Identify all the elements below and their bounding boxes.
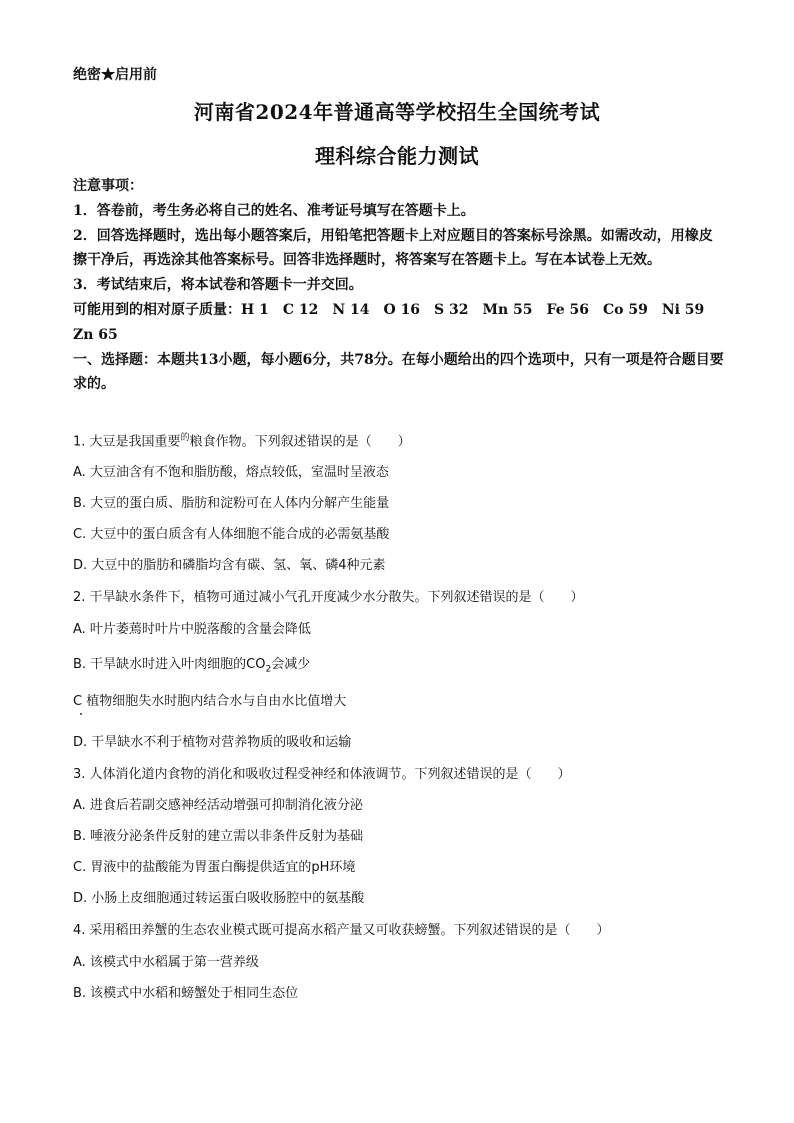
question-3-option-c: C. 胃液中的盐酸能为胃蛋白酶提供适宜的pH环境	[73, 860, 356, 875]
question-3-option-d: D. 小肠上皮细胞通过转运蛋白吸收肠腔中的氨基酸	[73, 891, 365, 906]
print-artifact-dot	[80, 713, 82, 715]
question-1-option-a: A. 大豆油含有不饱和脂肪酸，熔点较低，室温时呈液态	[73, 465, 389, 480]
exam-notes	[73, 174, 725, 397]
question-2-option-b: B. 干旱缺水时进入叶肉细胞的$CO_2$会减少	[73, 657, 311, 675]
question-4-option-a: A. 该模式中水稻属于第一营养级	[73, 955, 259, 970]
question-3-option-a: A. 进食后若副交感神经活动增强可抑制消化液分泌	[73, 798, 363, 813]
question-2-option-d: D. 干旱缺水不利于植物对营养物质的吸收和运输	[73, 735, 352, 750]
question-4-stem: 4. 采用稻田养蟹的生态农业模式既可提高水稻产量又可收获螃蟹。下列叙述错误的是（ ）	[73, 923, 610, 938]
section-instructions: 一、选择题：本题共13小题，每小题6分，共78分。在每小题给出的四个选项中，只有一项是符合题目要求的。	[73, 351, 724, 393]
question-2-option-a: A. 叶片萎蔫时叶片中脱落酸的含量会降低	[73, 622, 311, 637]
question-2-option-c: C 植物细胞失水时胞内结合水与自由水比值增大	[73, 694, 347, 709]
secret-label: 绝密★启用前	[73, 67, 157, 83]
question-1-stem: 1. 大豆是我国重要$^的$粮食作物。下列叙述错误的是（ ）	[73, 433, 411, 450]
question-4-option-b: B. 该模式中水稻和螃蟹处于相同生态位	[73, 986, 299, 1001]
exam-title: 河南省2024年普通高等学校招生全国统考试	[193, 100, 601, 124]
question-1-option-b: B. 大豆的蛋白质、脂肪和淀粉可在人体内分解产生能量	[73, 496, 390, 511]
question-2-stem: 2. 干旱缺水条件下，植物可通过减小气孔开度减少水分散失。下列叙述错误的是（ ）	[73, 590, 584, 605]
atomic-mass-line: 可能用到的相对原子质量：H 1 C 12 N 14 O 16 S 32 Mn 55 Fe 56 Co 59 Ni 59 Zn 65	[73, 301, 719, 343]
note-item-2: 2．回答选择题时，选出每小题答案后，用铅笔把答题卡上对应题目的答案标号涂黑。如需改动，用橡皮擦干净后，再选涂其他答案标号。回答非选择题时，将答案写在答题卡上。写在本试卷上无效。	[73, 227, 713, 269]
exam-subtitle: 理科综合能力测试	[315, 144, 479, 168]
question-3-option-b: B. 唾液分泌条件反射的建立需以非条件反射为基础	[73, 829, 364, 844]
note-item-1: 1．答卷前，考生务必将自己的姓名、准考证号填写在答题卡上。	[73, 202, 475, 219]
question-1-option-d: D. 大豆中的脂肪和磷脂均含有碳、氢、氧、磷4种元素	[73, 558, 386, 573]
note-item-3: 3．考试结束后，将本试卷和答题卡一并交回。	[73, 277, 363, 294]
question-3-stem: 3. 人体消化道内食物的消化和吸收过程受神经和体液调节。下列叙述错误的是（ ）	[73, 767, 571, 782]
notes-heading: 注意事项：	[73, 178, 143, 194]
question-1-option-c: C. 大豆中的蛋白质含有人体细胞不能合成的必需氨基酸	[73, 527, 390, 542]
